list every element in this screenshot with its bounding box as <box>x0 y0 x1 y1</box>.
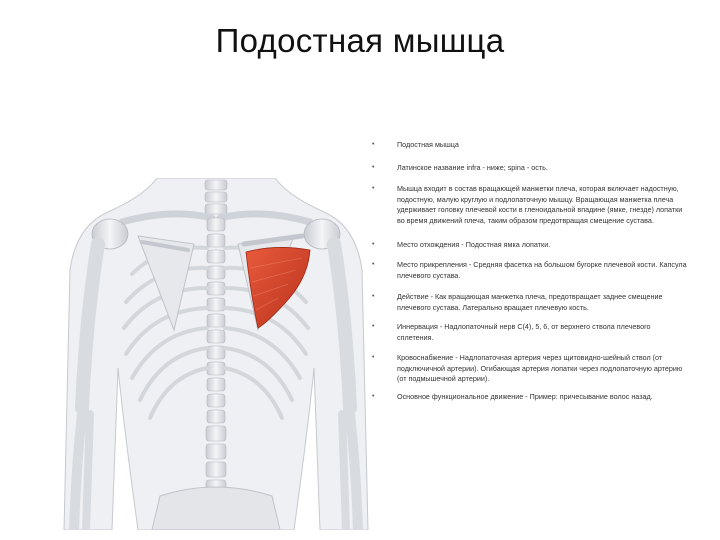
bullet-item <box>372 140 692 151</box>
bullet-marker: • <box>372 293 375 300</box>
bullet-text: Место прикрепления - Средняя фасетка на большом бугорке плечевой кости. Капсула плечевого сустава. <box>397 260 687 280</box>
bullet-marker: • <box>372 241 375 248</box>
bullet-item <box>372 292 692 313</box>
bullet-text: Действие - Как вращающая манжетка плеча, предотвращает заднее смещение плечевого сустава. Латерально вращает плечевую кость. <box>397 292 663 312</box>
bullet-marker: • <box>372 323 375 330</box>
bullet-marker: • <box>372 354 375 361</box>
bullet-text: Подостная мышца <box>397 140 459 149</box>
slide-title: Подостная мышца <box>215 22 505 59</box>
bullet-item <box>372 353 692 385</box>
bullet-text: Мышца входит в состав вращающей манжетки плеча, которая включает надостную, подостную, малую круглую и подлопаточную мышцу. Вращающая манжетка плеча удерживает головку плечевой кости в гленоидальной впадине (ямке, гнезде) лопатки во время движений плеча, таким образом предотвращая смещение сустава. <box>397 184 683 225</box>
bullet-marker: • <box>372 185 375 192</box>
bullet-text: Кровоснабжение - Надлопаточная артерия через щитовидно-шейный ствол (от подключичной артерии). Огибающая артерия лопатки через подлопаточную артерию (от подмышечной артерии). <box>397 353 683 383</box>
spine <box>206 218 226 513</box>
bullet-item <box>372 260 692 281</box>
bullet-text: Основное функциональное движение - Пример: причесывание волос назад. <box>397 392 653 401</box>
pelvis <box>152 487 280 530</box>
bullet-marker: • <box>372 164 375 171</box>
bullet-text: Латинское название infra - ниже; spina - ость. <box>397 163 548 172</box>
neck-vertebrae <box>205 180 227 214</box>
bullet-item <box>372 163 692 174</box>
bullet-item <box>372 240 692 251</box>
back-anatomy-illustration <box>62 178 370 530</box>
bullet-marker: • <box>372 393 375 400</box>
bullet-item <box>372 184 692 226</box>
bullet-item <box>372 322 692 343</box>
bullet-text: Место отхождения - Подостная ямка лопатки. <box>397 240 551 249</box>
bullet-item <box>372 392 692 403</box>
bullet-marker: • <box>372 261 375 268</box>
bullet-text: Иннервация - Надлопаточный нерв C(4), 5, 6, от верхнего ствола плечевого сплетения. <box>397 322 651 342</box>
bullet-marker: • <box>372 141 375 148</box>
